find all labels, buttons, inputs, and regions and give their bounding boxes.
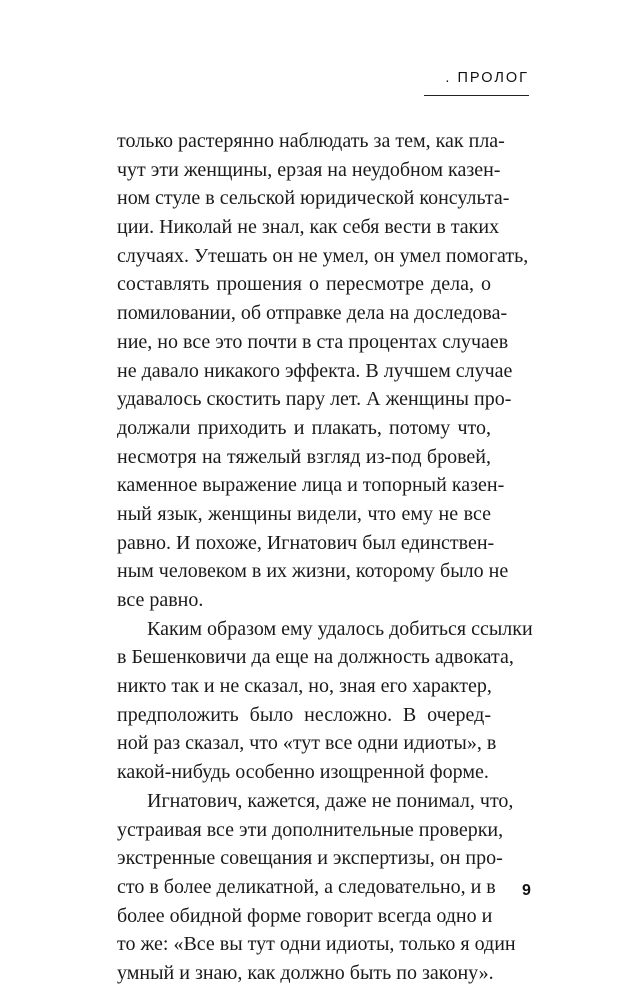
text-line: ный язык, женщины видели, что ему не все xyxy=(117,502,491,525)
header-rule xyxy=(424,95,529,96)
text-line: ном стуле в сельской юридической консульта- xyxy=(117,187,510,210)
text-line: умный и знаю, как должно быть по закону». xyxy=(117,961,494,984)
text-line: должали приходить и плакать, потому что, xyxy=(117,416,491,439)
text-line: чут эти женщины, ерзая на неудобном казен- xyxy=(117,158,501,181)
running-header: . ПРОЛОГ xyxy=(445,70,529,86)
text-line: только растерянно наблюдать за тем, как пла- xyxy=(117,130,505,152)
text-line: ние, но все это почти в ста процентах случаев xyxy=(117,330,509,353)
text-line: помиловании, об отправке дела на доследова- xyxy=(117,302,508,325)
text-line: составлять прошения о пересмотре дела, о xyxy=(117,273,491,296)
text-line: каменное выражение лица и топорный казен- xyxy=(117,474,505,497)
text-line: предположить было несложно. В очеред- xyxy=(117,703,491,726)
text-line: все равно. xyxy=(117,589,204,611)
text-line: удавалось скостить пару лет. А женщины про- xyxy=(117,388,512,411)
text-line: более обидной форме говорит всегда одно и xyxy=(117,904,493,927)
text-line: Каким образом ему удалось добиться ссылки xyxy=(147,617,533,640)
text-line: случаях. Утешать он не умел, он умел помогать, xyxy=(117,244,529,267)
body-text xyxy=(117,127,533,988)
text-line: Игнатович, кажется, даже не понимал, что, xyxy=(147,789,514,812)
text-line: сто в более деликатной, а следовательно, и в xyxy=(117,875,496,898)
text-line: экстренные совещания и экспертизы, он про- xyxy=(117,847,503,870)
text-line: никто так и не сказал, но, зная его характер, xyxy=(117,675,492,698)
text-line: ной раз сказал, что «тут все одни идиоты», в xyxy=(117,732,497,755)
text-line: какой-нибудь особенно изощренной форме. xyxy=(117,761,489,784)
text-line: устраивая все эти дополнительные проверки, xyxy=(117,818,504,841)
text-line: не давало никакого эффекта. В лучшем случае xyxy=(117,359,513,382)
text-line: ным человеком в их жизни, которому было не xyxy=(117,560,509,583)
text-line: несмотря на тяжелый взгляд из-под бровей, xyxy=(117,445,491,468)
page-number: 9 xyxy=(522,882,531,899)
text-line: то же: «Все вы тут одни идиоты, только я один xyxy=(117,933,516,956)
text-line: ции. Николай не знал, как себя вести в таких xyxy=(117,216,500,239)
text-line: равно. И похоже, Игнатович был единствен- xyxy=(117,531,495,554)
text-line: в Бешенковичи да еще на должность адвоката, xyxy=(117,646,514,669)
